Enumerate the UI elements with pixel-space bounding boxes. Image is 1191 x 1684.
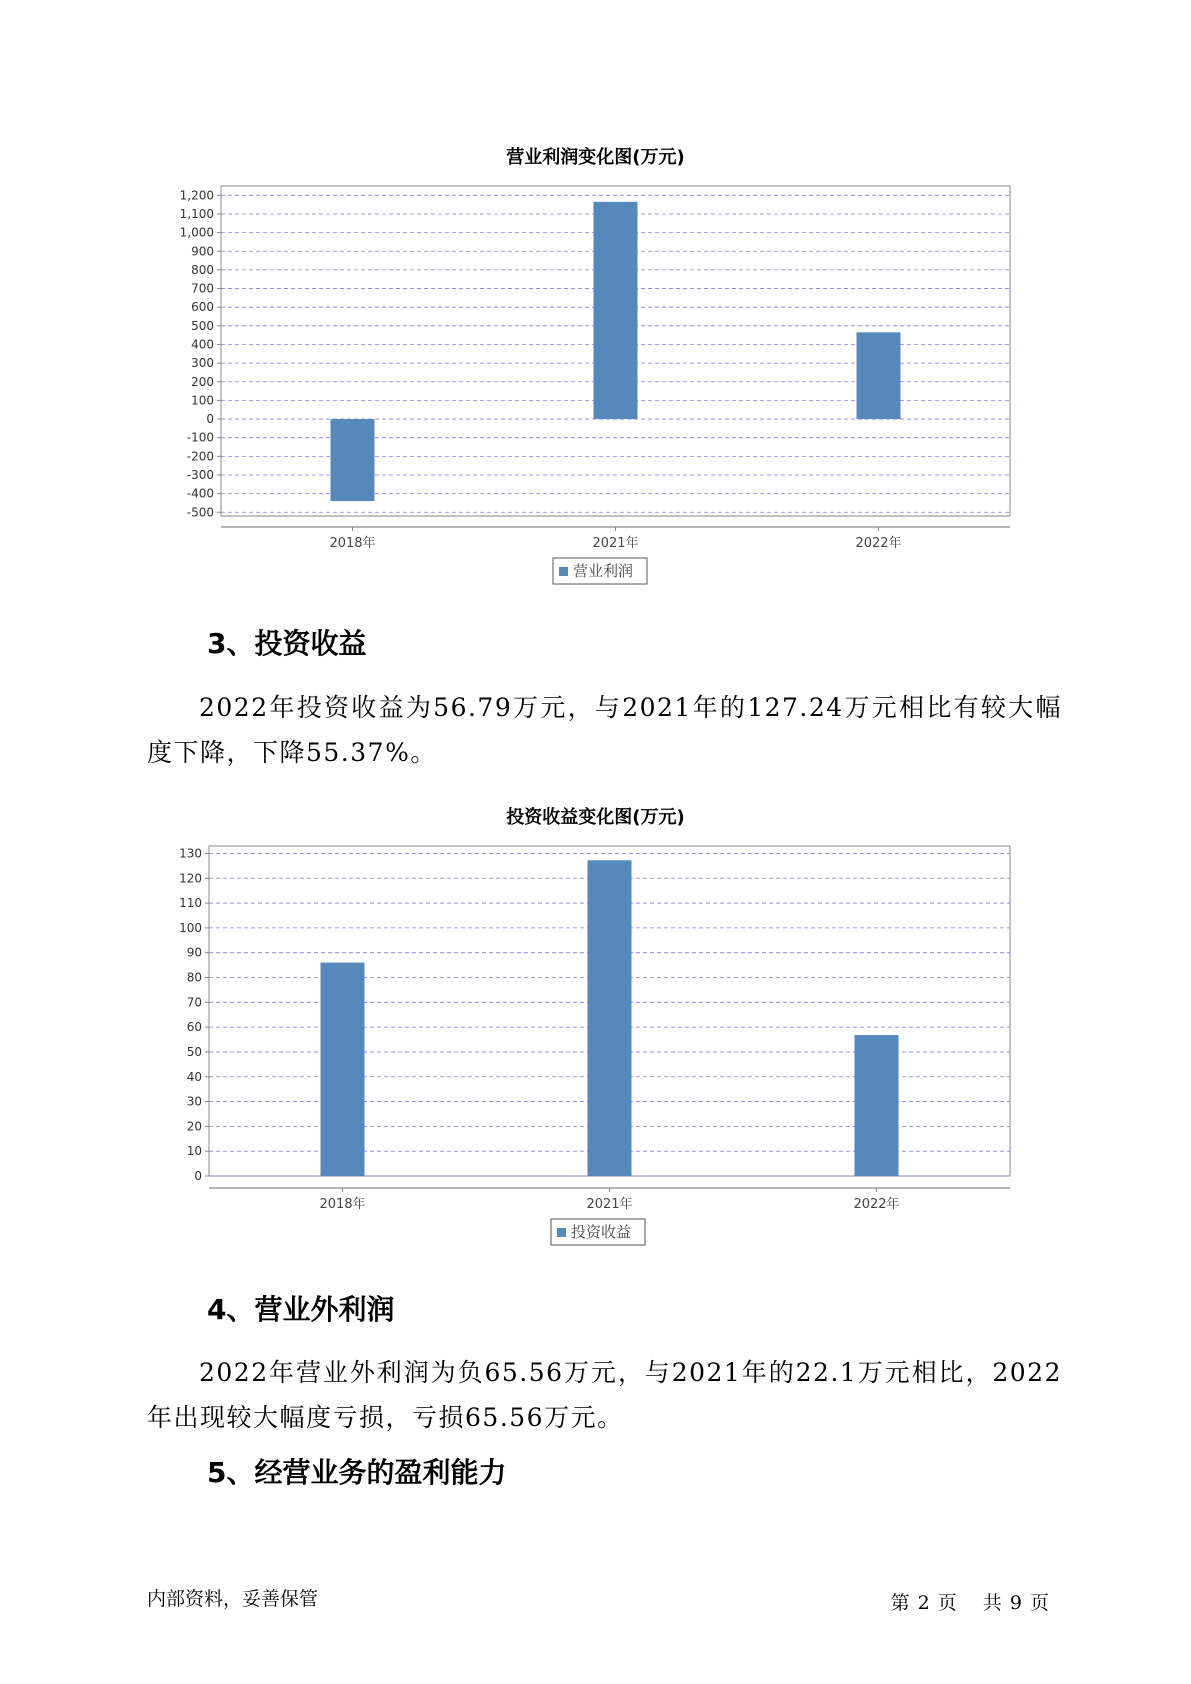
y-tick-label: 20 bbox=[186, 1119, 202, 1134]
x-tick-label: 2021年 bbox=[586, 1197, 633, 1212]
total-prefix: 共 bbox=[982, 1592, 1002, 1614]
y-tick-label: 600 bbox=[191, 300, 214, 315]
x-tick-label: 2022年 bbox=[855, 536, 902, 551]
legend-label: 投资收益 bbox=[571, 1223, 632, 1241]
bar-2021年 bbox=[588, 860, 632, 1176]
y-tick-label: 110 bbox=[179, 896, 202, 911]
y-tick-label: 10 bbox=[186, 1144, 202, 1159]
y-tick-label: -200 bbox=[186, 449, 214, 464]
y-tick-label: 700 bbox=[191, 281, 214, 296]
section-3-heading: 3、投资收益 bbox=[207, 627, 367, 660]
footer-confidential-note: 内部资料，妥善保管 bbox=[147, 1588, 319, 1610]
y-tick-label: -400 bbox=[186, 486, 214, 501]
y-tick-label: 60 bbox=[186, 1020, 202, 1035]
y-tick-label: 100 bbox=[191, 393, 214, 408]
y-tick-label: -500 bbox=[186, 505, 214, 520]
x-tick-label: 2018年 bbox=[329, 536, 376, 551]
y-tick-label: 0 bbox=[206, 412, 214, 427]
y-tick-label: 90 bbox=[186, 945, 202, 960]
chart1-title: 营业利润变化图(万元) bbox=[506, 147, 685, 168]
section-4-heading: 4、营业外利润 bbox=[207, 1293, 395, 1326]
y-tick-label: -300 bbox=[186, 467, 214, 482]
y-tick-label: 100 bbox=[179, 920, 202, 935]
bar-2018年 bbox=[321, 963, 365, 1176]
y-tick-label: 120 bbox=[179, 871, 202, 886]
section-5-heading: 5、经营业务的盈利能力 bbox=[207, 1456, 507, 1489]
y-tick-label: 900 bbox=[191, 244, 214, 259]
y-tick-label: 200 bbox=[191, 374, 214, 389]
section-4-paragraph: 2022年营业外利润为负65.56万元，与2021年的22.1万元相比，2022年出现较大幅度亏损，亏损65.56万元。 bbox=[147, 1358, 1062, 1432]
y-tick-label: 50 bbox=[186, 1044, 202, 1059]
y-tick-label: 1,100 bbox=[179, 206, 214, 221]
y-tick-label: 0 bbox=[194, 1169, 202, 1183]
y-tick-label: 400 bbox=[191, 337, 214, 352]
y-tick-label: 30 bbox=[186, 1094, 202, 1109]
section-3-paragraph: 2022年投资收益为56.79万元，与2021年的127.24万元相比有较大幅度下降，下降55.37%。 bbox=[147, 693, 1062, 767]
legend-label: 营业利润 bbox=[573, 562, 634, 580]
y-tick-label: 40 bbox=[186, 1069, 202, 1084]
y-tick-label: 300 bbox=[191, 356, 214, 371]
footer-page-indicator bbox=[887, 1588, 1053, 1615]
y-tick-label: 80 bbox=[186, 970, 202, 985]
total-pages: 9 bbox=[1009, 1592, 1022, 1614]
x-tick-label: 2018年 bbox=[319, 1197, 366, 1212]
total-unit: 页 bbox=[1029, 1592, 1049, 1614]
x-tick-label: 2022年 bbox=[853, 1197, 900, 1212]
bar-2022年 bbox=[855, 1035, 899, 1176]
page-number: 2 bbox=[917, 1592, 930, 1614]
y-tick-label: 1,000 bbox=[179, 225, 214, 240]
x-tick-label: 2021年 bbox=[592, 536, 639, 551]
y-tick-label: -100 bbox=[186, 430, 214, 445]
y-tick-label: 800 bbox=[191, 262, 214, 277]
y-tick-label: 130 bbox=[179, 846, 202, 861]
chart2-title: 投资收益变化图(万元) bbox=[506, 807, 685, 828]
y-tick-label: 70 bbox=[186, 995, 202, 1010]
page-prefix: 第 bbox=[890, 1592, 910, 1614]
y-tick-label: 500 bbox=[191, 318, 214, 333]
page-unit: 页 bbox=[937, 1592, 957, 1614]
y-tick-label: 1,200 bbox=[179, 188, 214, 203]
legend-swatch bbox=[557, 1228, 566, 1237]
